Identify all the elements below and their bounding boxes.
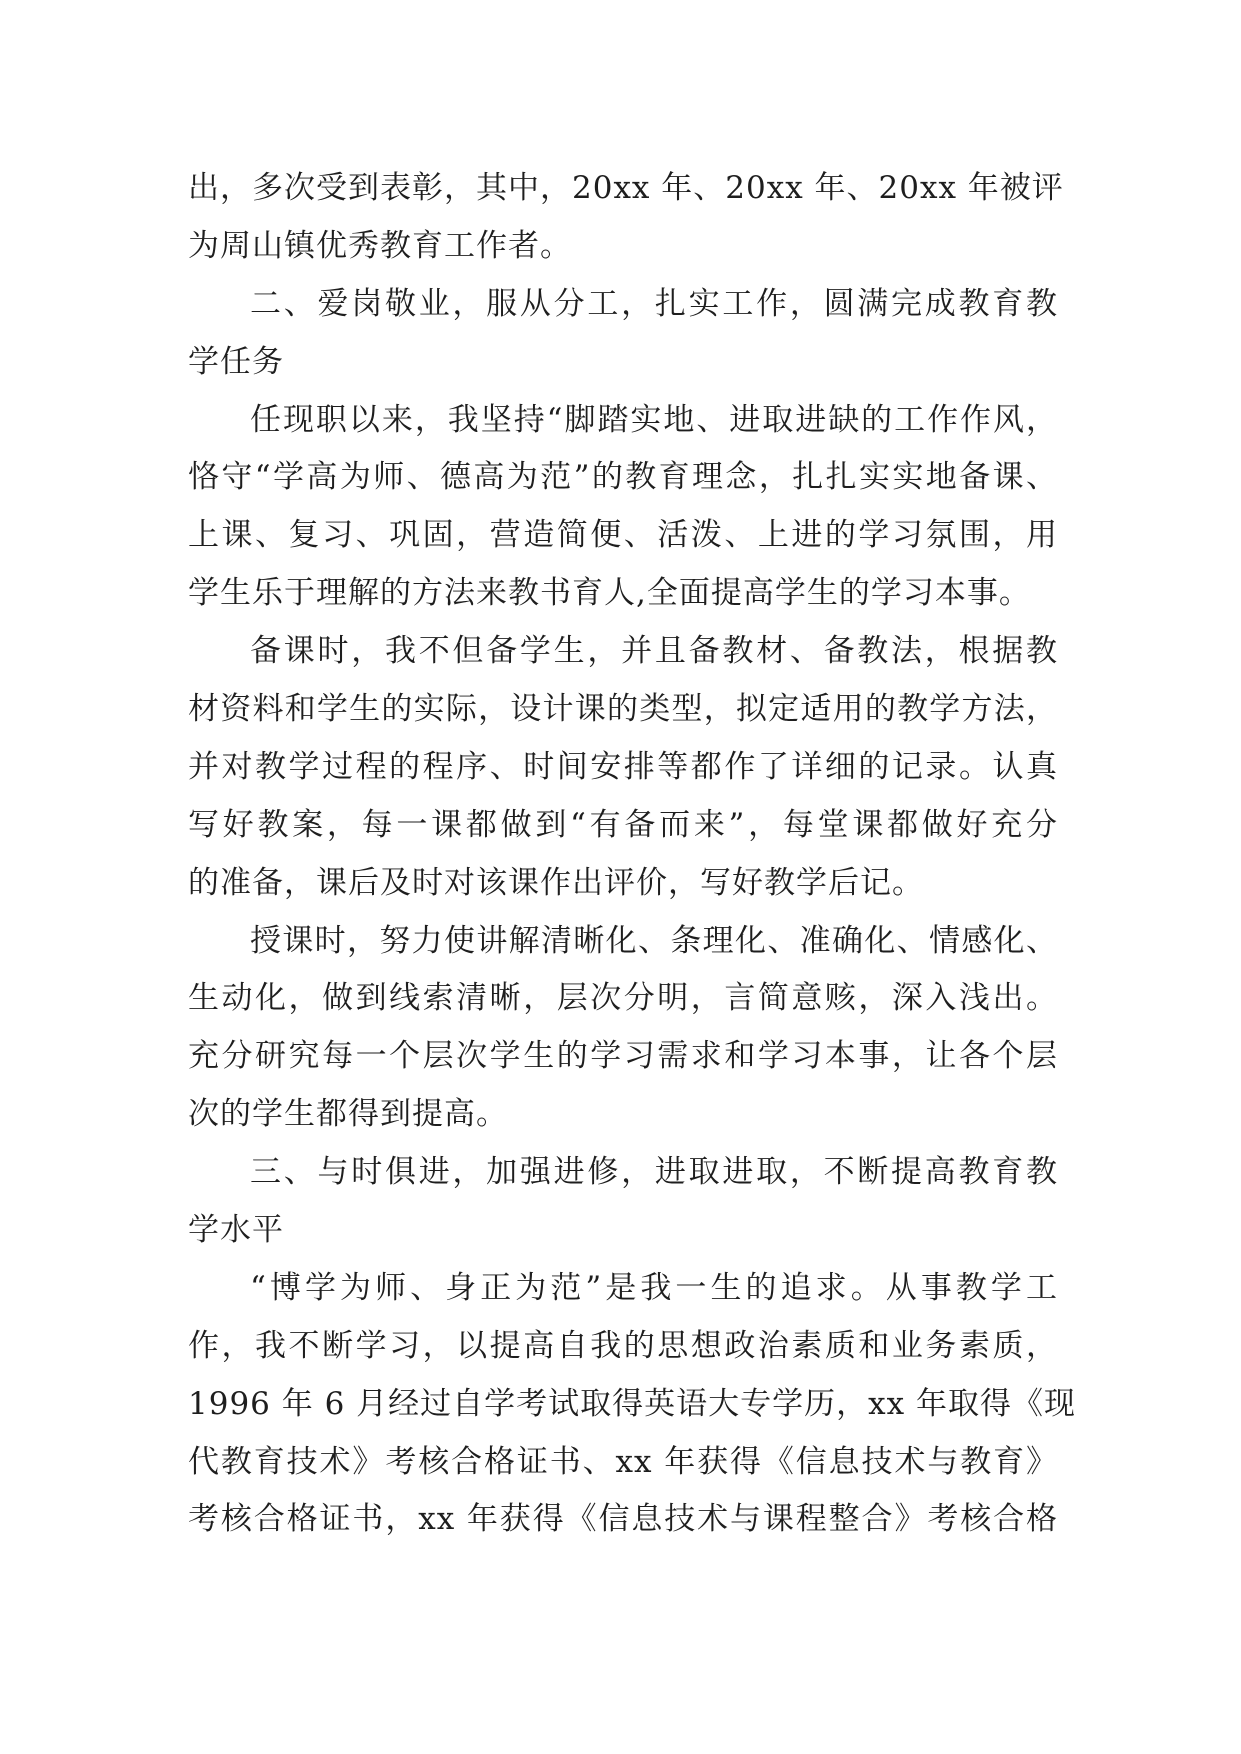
text-line: 三、与时俱进，加强进修，进取进取，不断提高教育教 — [250, 1154, 1058, 1191]
text-line: 备课时，我不但备学生，并且备教材、备教法，根据教 — [250, 633, 1058, 670]
text-line: 代教育技术》考核合格证书、xx 年获得《信息技术与教育》 — [188, 1443, 1058, 1480]
text-line: 二、爱岗敬业，服从分工，扎实工作，圆满完成教育教 — [250, 285, 1058, 322]
text-line: 次的学生都得到提高。 — [188, 1096, 508, 1133]
text-line: 学生乐于理解的方法来教书育人,全面提高学生的学习本事。 — [188, 575, 1031, 612]
text-line: 并对教学过程的程序、时间安排等都作了详细的记录。认真 — [188, 748, 1058, 785]
text-line: 生动化，做到线索清晰，层次分明，言简意赅，深入浅出。 — [188, 980, 1058, 1017]
text-line: “博学为师、身正为范”是我一生的追求。从事教学工 — [250, 1269, 1058, 1306]
text-line: 为周山镇优秀教育工作者。 — [188, 227, 572, 264]
text-line: 出，多次受到表彰，其中，20xx 年、20xx 年、20xx 年被评 — [188, 170, 1064, 206]
text-line: 恪守“学高为师、德高为范”的教育理念，扎扎实实地备课、 — [188, 459, 1058, 496]
text-line: 写好教案，每一课都做到“有备而来”，每堂课都做好充分 — [188, 806, 1058, 843]
text-line: 材资料和学生的实际，设计课的类型，拟定适用的教学方法， — [188, 691, 1058, 728]
text-line: 任现职以来，我坚持“脚踏实地、进取进缺的工作作风， — [250, 401, 1058, 438]
document-body — [188, 160, 1076, 1549]
text-line: 的准备，课后及时对该课作出评价，写好教学后记。 — [188, 864, 924, 901]
text-line: 1996 年 6 月经过自学考试取得英语大专学历，xx 年取得《现 — [188, 1385, 1076, 1422]
text-line: 学任务 — [188, 343, 284, 380]
text-line: 学水平 — [188, 1212, 284, 1249]
text-line: 授课时，努力使讲解清晰化、条理化、准确化、情感化、 — [250, 922, 1058, 959]
text-line: 考核合格证书，xx 年获得《信息技术与课程整合》考核合格 — [188, 1501, 1058, 1538]
text-line: 作，我不断学习，以提高自我的思想政治素质和业务素质， — [188, 1327, 1058, 1364]
text-line: 上课、复习、巩固，营造简便、活泼、上进的学习氛围，用 — [188, 517, 1058, 554]
text-line: 充分研究每一个层次学生的学习需求和学习本事，让各个层 — [188, 1038, 1058, 1075]
